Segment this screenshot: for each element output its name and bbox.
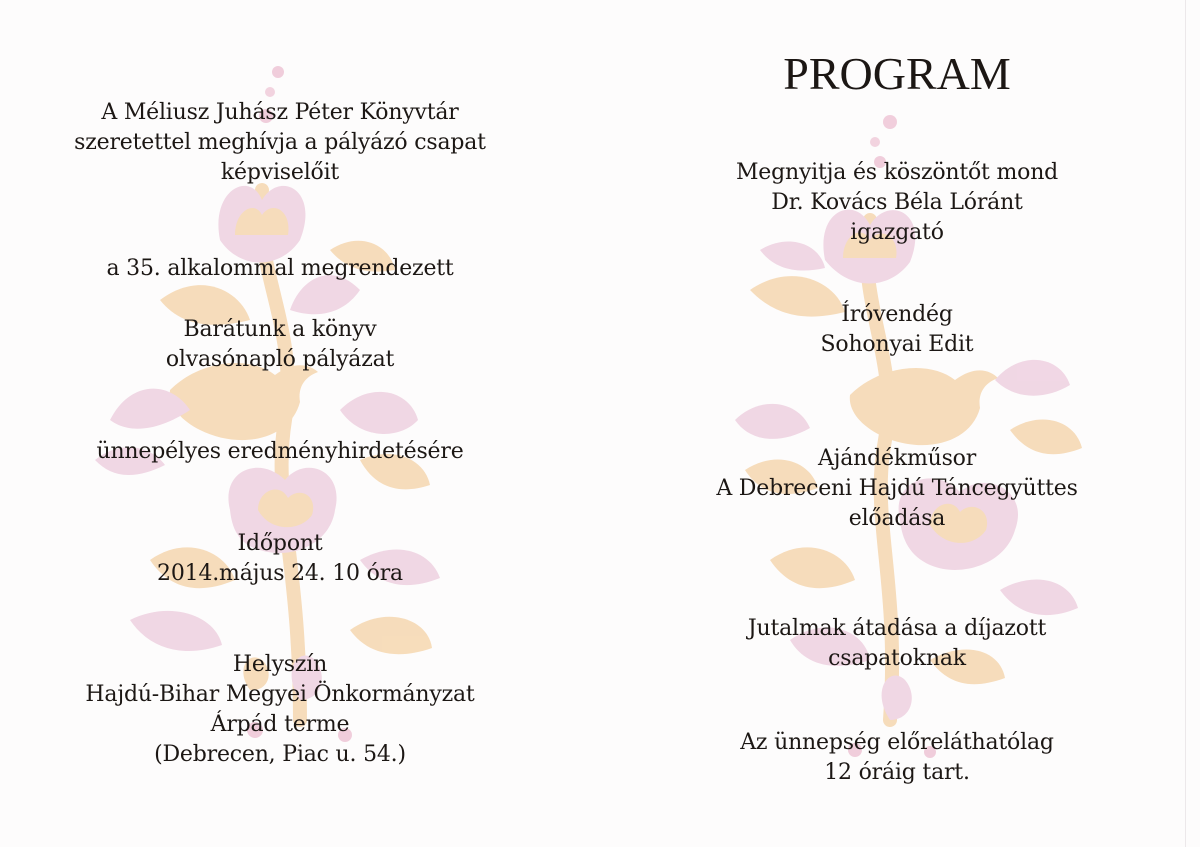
program-item [612,158,1182,248]
program-item-line: Az ünnepség előreláthatólag [740,730,1054,755]
occasion-text: a 35. alkalommal megrendezett [106,256,454,281]
time-value: 2014.május 24. 10 óra [157,561,403,586]
program-item-line: Íróvendég [841,302,953,327]
program-item [612,444,1182,534]
program-item-line: igazgató [850,220,944,245]
place-line: Árpád terme [210,712,350,737]
program-item-line: Ajándékműsor [817,446,977,471]
contest-name [40,315,520,375]
program-item-line: Megnyitja és köszöntőt mond [735,160,1059,185]
place-label: Helyszín [232,652,328,677]
ceremony-line [40,437,520,467]
program-item-line: Dr. Kovács Béla Lóránt [771,190,1023,215]
program-item-line: előadása [848,506,946,531]
program-item [612,728,1182,788]
contest-line: Barátunk a könyv [183,317,377,342]
intro-line: A Méliusz Juhász Péter Könyvtár [101,100,459,125]
place-line: (Debrecen, Piac u. 54.) [154,742,406,767]
program-item-line: csapatoknak [828,646,966,671]
place-block [40,650,520,770]
time-block [40,529,520,589]
intro-line: szeretettel meghívja a pályázó csapat [74,130,486,155]
program-item [612,300,1182,360]
program-item [612,614,1182,674]
time-label: Időpont [237,531,323,556]
program-item-line: 12 óráig tart. [824,760,970,785]
program-item-line: A Debreceni Hajdú Táncegyüttes [716,476,1078,501]
program-panel [600,0,1200,847]
occasion-line [40,254,520,284]
program-text [600,0,1200,847]
program-title: PROGRAM [783,48,1011,99]
contest-line: olvasónapló pályázat [165,347,395,372]
invitation-intro [40,98,520,188]
program-item-line: Sohonyai Edit [820,332,974,357]
place-line: Hajdú-Bihar Megyei Önkormányzat [85,682,475,707]
intro-line: képviselőit [220,160,340,185]
ceremony-text: ünnepélyes eredményhirdetésére [96,439,464,464]
program-item-line: Jutalmak átadása a díjazott [747,616,1047,641]
